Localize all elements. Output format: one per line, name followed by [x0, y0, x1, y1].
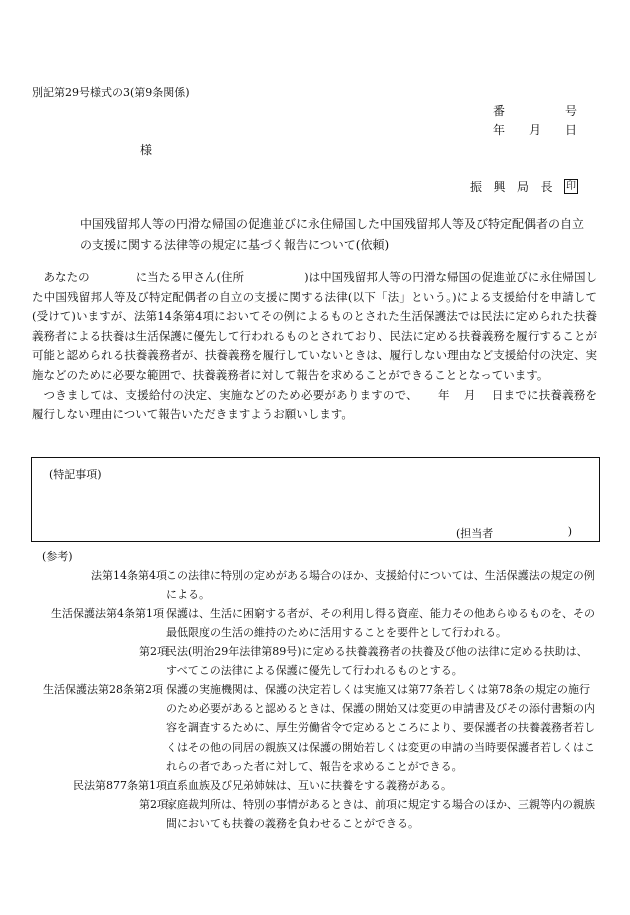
recipient-suffix: 様	[140, 143, 153, 157]
reference-text-1: この法律に特別の定めがある場合のほか、支援給付については、生活保護法の規定の例による。	[166, 569, 595, 602]
reference-label: (参考)	[42, 550, 73, 563]
contact-person	[456, 525, 572, 541]
subject-line-2: の支援に関する法律等の規定に基づく報告について(依頼)	[80, 238, 390, 252]
reference-text-2: 保護は、生活に困窮する者が、その利用し得る資産、能力その他あらゆるものを、その最低限度の生活の維持のために活用することを要件として行われる。	[166, 607, 595, 640]
notes-label: (特記事項)	[49, 468, 102, 481]
number-label: 番	[493, 104, 506, 118]
month-label: 月	[528, 123, 541, 137]
issuer	[470, 178, 578, 195]
p1-part-b: に当たる甲さん(住所	[135, 270, 245, 284]
reference-text-4: 保護の実施機関は、保護の決定若しくは実施又は第77条若しくは第78条の規定の施行のため必要があると認めるときは、保護の開始又は変更の申請書及びその添付書類の内容を調査するために、厚生労働省令で定めるところにより、要保護者の扶養義務者若しくはその他の同居の親族又は保護の開始若しくは変更の申請の当時要保護者若しくはこれらの者であった者に対して、報告を求めることができる。	[166, 683, 595, 773]
reference-text-6: 家庭裁判所は、特別の事情があるときは、前項に規定する場合のほか、三親等内の親族間においても扶養の義務を負わせることができる。	[166, 798, 595, 831]
contact-open: (担当者	[456, 527, 494, 540]
reference-label-4: 生活保護法第28条第2項	[43, 683, 163, 696]
issuer-char-4: 長	[540, 180, 553, 194]
issuer-char-3: 局	[517, 180, 530, 194]
reference-text-3: 民法(明治29年法律第89号)に定める扶養義務者の扶養及び他の法律に定める扶助は、すべてこの法律による保護に優先して行われるものとする。	[166, 645, 588, 678]
body-text	[32, 268, 597, 425]
contact-close: )	[567, 525, 572, 538]
reference-label-2: 生活保護法第4条第1項	[51, 607, 164, 620]
seal-stamp: 印	[566, 181, 576, 192]
body-paragraph-1	[32, 268, 597, 386]
reference-text-5: 直系血族及び兄弟姉妹は、互いに扶養をする義務がある。	[166, 779, 452, 792]
reference-label-6: 第2項	[139, 798, 168, 811]
p2-part-a: つきましては、支援給付の決定、実施などのため必要がありますので、	[43, 387, 418, 402]
body-paragraph-2	[32, 386, 597, 425]
subject	[80, 214, 595, 256]
p2-part-b: 日までに扶養義務を履行しない理由について報告いただきますようお願いします。	[32, 387, 598, 422]
reference-label-1: 法第14条第4項	[91, 569, 167, 582]
p2-year: 年	[437, 387, 450, 402]
form-id: 別記第29号様式の3(第9条関係)	[32, 86, 190, 99]
p1-part-c: )は中国残留邦人等の円滑な帰国の促進並びに永住帰国した中国残留邦人等及び特定配偶者の自立の支援に関する法律(以下「法」という。)による支援給付を申請して(受けて)いますが、法第14条第4項においてその例によるものとされた生活保護法では民法に定められた扶養義務者による扶養は生活保護に優先して行われるものとされており、民法に定める扶養義務を履行することが可能と認められる扶養義務者が、扶養義務を履行していないときは、履行しない理由など支援給付の決定、実施などのために必要な範囲で、扶養義務者に対して報告を求めることができることとなっています。	[32, 270, 597, 382]
reference-label-5: 民法第877条第1項	[73, 779, 167, 792]
p1-part-a: あなたの	[43, 270, 90, 284]
subject-line-1: 中国残留邦人等の円滑な帰国の促進並びに永住帰国した中国残留邦人等及び特定配偶者の自立	[80, 217, 585, 231]
date-row	[493, 121, 577, 138]
day-label: 日	[564, 123, 577, 137]
year-label: 年	[493, 123, 506, 137]
issuer-char-2: 興	[493, 180, 506, 194]
number-suffix: 号	[564, 104, 577, 118]
p2-month: 月	[463, 387, 476, 402]
issuer-char-1: 振	[470, 180, 483, 194]
document-number-row	[493, 102, 577, 119]
reference-label-3: 第2項	[139, 645, 168, 658]
